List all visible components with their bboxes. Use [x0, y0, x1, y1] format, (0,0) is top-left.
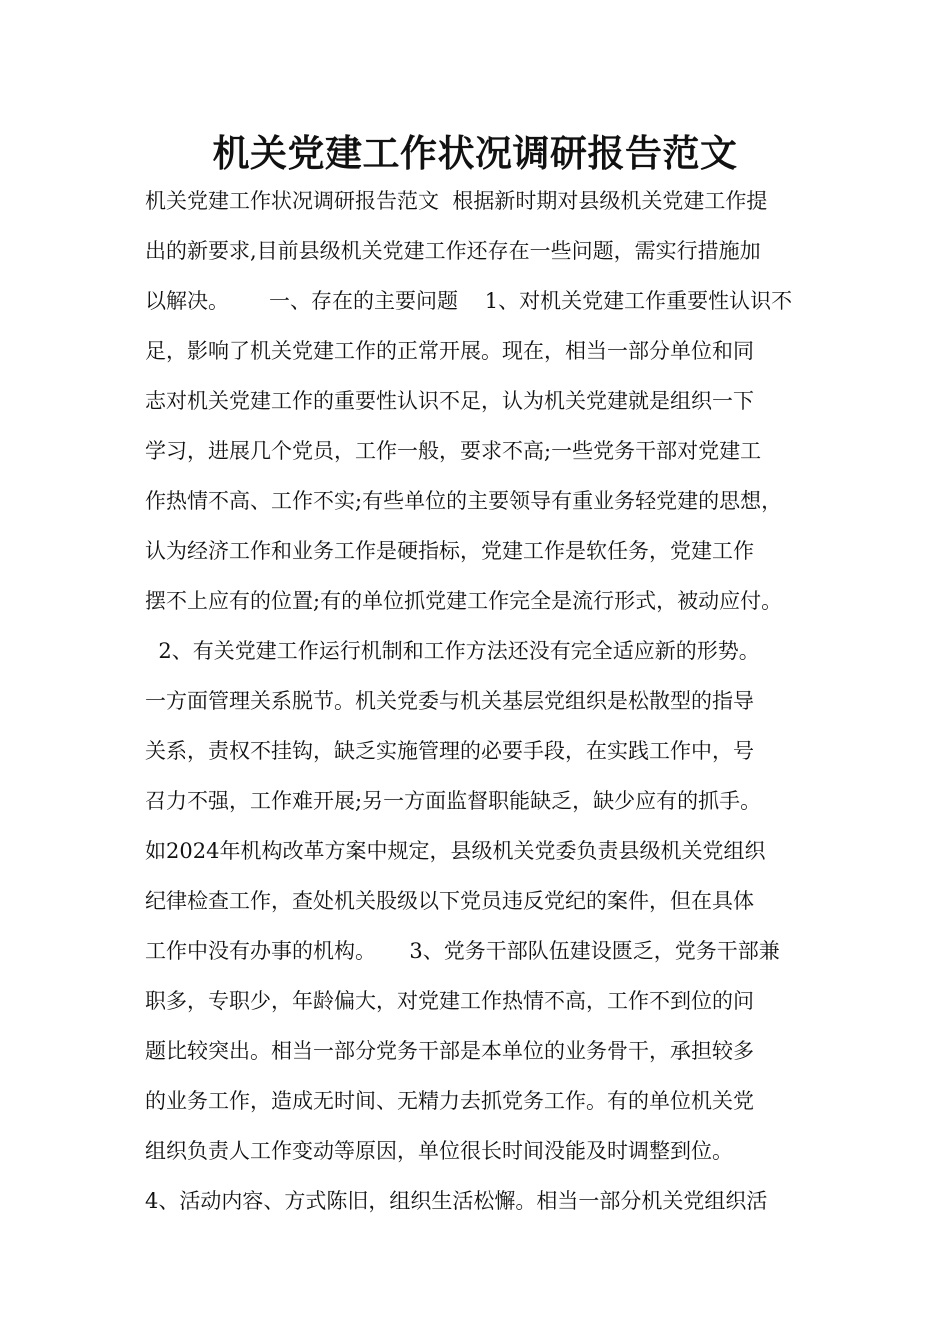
body-line: 认为经济工作和业务工作是硬指标，党建工作是软任务，党建工作 — [145, 539, 754, 563]
body-line: 足，影响了机关党建工作的正常开展。现在，相当一部分单位和同 — [145, 339, 754, 363]
body-line: 机关党建工作状况调研报告范文 根据新时期对县级机关党建工作提 — [145, 189, 768, 213]
body-line: 4、活动内容、方式陈旧，组织生活松懈。相当一部分机关党组织活 — [145, 1189, 768, 1213]
body-line: 的业务工作，造成无时间、无精力去抓党务工作。有的单位机关党 — [145, 1089, 754, 1113]
body-line: 摆不上应有的位置;有的单位抓党建工作完全是流行形式，被动应付。 — [145, 589, 783, 613]
body-line: 志对机关党建工作的重要性认识不足，认为机关党建就是组织一下 — [145, 389, 754, 413]
body-line: 一方面管理关系脱节。机关党委与机关基层党组织是松散型的指导 — [145, 689, 754, 713]
body-line: 以解决。 一、存在的主要问题 1、对机关党建工作重要性认识不 — [145, 289, 793, 313]
body-line: 学习，进展几个党员，工作一般，要求不高;一些党务干部对党建工 — [145, 439, 762, 463]
body-line: 关系，责权不挂钩，缺乏实施管理的必要手段，在实践工作中，号 — [145, 739, 754, 763]
body-line: 作热情不高、工作不实;有些单位的主要领导有重业务轻党建的思想， — [145, 489, 783, 513]
body-line: 题比较突出。相当一部分党务干部是本单位的业务骨干，承担较多 — [145, 1039, 754, 1063]
body-line: 如2024年机构改革方案中规定，县级机关党委负责县级机关党组织 — [145, 839, 766, 863]
document-title: 机关党建工作状况调研报告范文 — [212, 132, 738, 175]
body-line: 组织负责人工作变动等原因，单位很长时间没能及时调整到位。 — [145, 1139, 733, 1163]
body-line: 纪律检查工作，查处机关股级以下党员违反党纪的案件，但在具体 — [145, 889, 754, 913]
body-line: 职多，专职少，年龄偏大，对党建工作热情不高，工作不到位的问 — [145, 989, 754, 1013]
body-line: 工作中没有办事的机构。 3、党务干部队伍建设匮乏，党务干部兼 — [145, 939, 780, 963]
body-line: 2、有关党建工作运行机制和工作方法还没有完全适应新的形势。 — [145, 639, 760, 663]
body-line: 召力不强，工作难开展;另一方面监督职能缺乏，缺少应有的抓手。 — [145, 789, 762, 813]
body-line: 出的新要求,目前县级机关党建工作还存在一些问题，需实行措施加 — [145, 239, 761, 263]
